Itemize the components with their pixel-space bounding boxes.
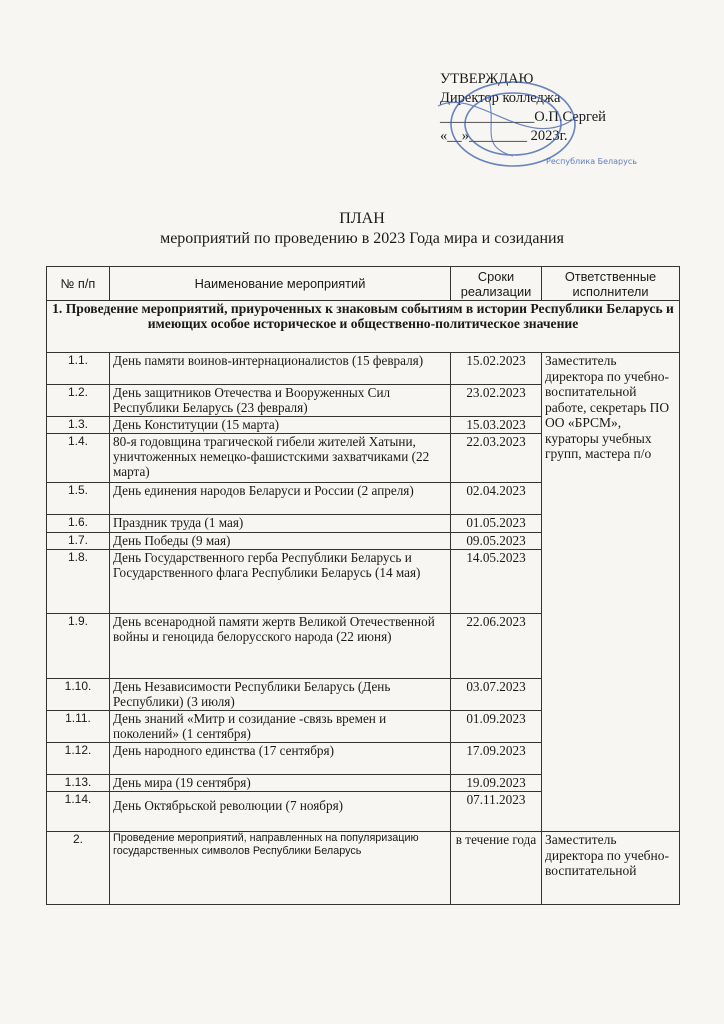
approval-position: Директор колледжа bbox=[440, 90, 561, 106]
plan-subheading: мероприятий по проведению в 2023 Года мира и созидания bbox=[160, 230, 564, 247]
row-date: 15.02.2023 bbox=[451, 353, 542, 385]
row-date: 15.03.2023 bbox=[451, 417, 542, 434]
row-date: 07.11.2023 bbox=[451, 792, 542, 832]
row-date: 09.05.2023 bbox=[451, 533, 542, 550]
row-name: День единения народов Беларуси и России (2 апреля) bbox=[110, 483, 451, 515]
events-table bbox=[46, 266, 680, 905]
row-name: День памяти воинов-интернационалистов (15 февраля) bbox=[110, 353, 451, 385]
row-name: День защитников Отечества и Вооруженных Сил Республики Беларусь (23 февраля) bbox=[110, 385, 451, 417]
section-title: 1. Проведение мероприятий, приуроченных к знаковым событиям в истории Республики Беларусь и имеющих особое историческое и общественно-политическое значение bbox=[47, 301, 680, 353]
row-name: Праздник труда (1 мая) bbox=[110, 515, 451, 533]
row-num: 1.2. bbox=[47, 385, 110, 417]
row-num: 1.9. bbox=[47, 614, 110, 679]
table-row bbox=[47, 832, 680, 905]
row-name: День Конституции (15 марта) bbox=[110, 417, 451, 434]
row-num: 1.5. bbox=[47, 483, 110, 515]
header-date: Сроки реализации bbox=[451, 267, 542, 301]
row-num: 1.12. bbox=[47, 743, 110, 775]
row-date: 01.09.2023 bbox=[451, 711, 542, 743]
row-date: 22.03.2023 bbox=[451, 434, 542, 483]
row-name: День Октябрьской революции (7 ноября) bbox=[110, 792, 451, 832]
row-num: 1.6. bbox=[47, 515, 110, 533]
row-name: 80-я годовщина трагической гибели жителей Хатыни, уничтоженных немецко-фашистскими захватчиками (22 марта) bbox=[110, 434, 451, 483]
row-num: 1.11. bbox=[47, 711, 110, 743]
table-row bbox=[47, 353, 680, 385]
row-name: День всенародной памяти жертв Великой Отечественной войны и геноцида белорусского народа (22 июня) bbox=[110, 614, 451, 679]
row-num: 1.8. bbox=[47, 550, 110, 614]
row-name: Проведение мероприятий, направленных на популяризацию государственных символов Республики Беларусь bbox=[110, 832, 451, 905]
approval-heading: УТВЕРЖДАЮ bbox=[440, 71, 534, 87]
header-responsible: Ответственные исполнители bbox=[542, 267, 680, 301]
row-date: 03.07.2023 bbox=[451, 679, 542, 711]
row-name: День Государственного герба Республики Беларусь и Государственного флага Республики Беларусь (14 мая) bbox=[110, 550, 451, 614]
row-name: День Победы (9 мая) bbox=[110, 533, 451, 550]
row-name: День Независимости Республики Беларусь (День Республики) (3 июля) bbox=[110, 679, 451, 711]
row-date: 23.02.2023 bbox=[451, 385, 542, 417]
row-num: 1.10. bbox=[47, 679, 110, 711]
row-date: 19.09.2023 bbox=[451, 775, 542, 792]
row-date: 02.04.2023 bbox=[451, 483, 542, 515]
row-name: День народного единства (17 сентября) bbox=[110, 743, 451, 775]
approval-date-line: «__»________ 2023г. bbox=[440, 128, 568, 144]
row-date: 17.09.2023 bbox=[451, 743, 542, 775]
row-date: в течение года bbox=[451, 832, 542, 905]
row-num: 1.1. bbox=[47, 353, 110, 385]
row-date: 14.05.2023 bbox=[451, 550, 542, 614]
header-num: № п/п bbox=[47, 267, 110, 301]
row-num: 1.4. bbox=[47, 434, 110, 483]
official-stamp bbox=[418, 76, 637, 172]
row-num: 1.3. bbox=[47, 417, 110, 434]
header-name: Наименование мероприятий bbox=[110, 267, 451, 301]
stamp-text: Республика Беларусь bbox=[546, 157, 637, 166]
row-responsible: Заместитель директора по учебно-воспитательной bbox=[542, 832, 680, 905]
row-name: День мира (19 сентября) bbox=[110, 775, 451, 792]
row-num: 2. bbox=[47, 832, 110, 905]
row-date: 22.06.2023 bbox=[451, 614, 542, 679]
plan-heading: ПЛАН bbox=[339, 210, 385, 227]
table-header-row bbox=[47, 267, 680, 301]
row-responsible: Заместитель директора по учебно-воспитательной работе, секретарь ПО ОО «БРСМ», кураторы учебных групп, мастера п/о bbox=[542, 353, 680, 832]
row-num: 1.14. bbox=[47, 792, 110, 832]
row-num: 1.13. bbox=[47, 775, 110, 792]
section-row bbox=[47, 301, 680, 353]
row-num: 1.7. bbox=[47, 533, 110, 550]
approval-signature-line: _____________О.П.Сергей bbox=[440, 109, 606, 125]
row-name: День знаний «Митр и созидание -связь времен и поколений» (1 сентября) bbox=[110, 711, 451, 743]
row-date: 01.05.2023 bbox=[451, 515, 542, 533]
